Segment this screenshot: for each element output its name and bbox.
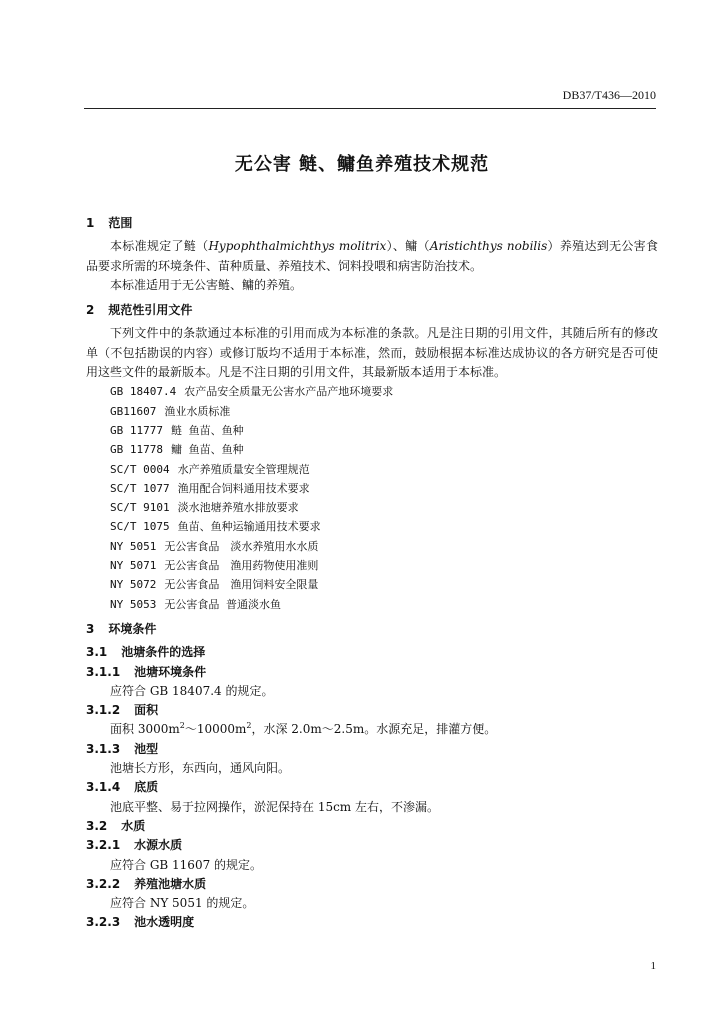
subsection-heading-3-1-2: 3.1.2 面积 <box>86 703 159 718</box>
clause-text: 池塘长方形，东西向，通风向阳。 <box>110 761 291 776</box>
page-number: 1 <box>650 960 656 972</box>
subsection-heading-3-2-3: 3.2.3 池水透明度 <box>86 915 195 930</box>
subsection-heading-3-2-1: 3.2.1 水源水质 <box>86 838 183 853</box>
subsection-heading-3-1-4: 3.1.4 底质 <box>86 780 159 795</box>
reference-item: NY 5071 无公害食品 渔用药物使用准则 <box>110 559 319 573</box>
reference-item: SC/T 1077 渔用配合饲料通用技术要求 <box>110 481 310 495</box>
clause-text: 面积 $3000m^2\sim 10000m^2$，水深 2.0m～2.5m。水源充足，排灌方便。 <box>110 721 497 737</box>
subsection-heading-3-1-3: 3.1.3 池型 <box>86 741 159 756</box>
reference-item: NY 5051 无公害食品 淡水养殖用水水质 <box>110 539 319 553</box>
references-intro: 下列文件中的条款通过本标准的引用而成为本标准的条款。凡是注日期的引用文件，其随后所有的修改单（不包括勘误的内容）或修订版均不适用于本标准，然而，鼓励根据本标准达成协议的各方研究是否可使用这些文件的最新版本。凡是不注日期的引用文件，其最新版本适用于本标准。 <box>86 326 658 380</box>
clause-text: 池底平整、易于拉网操作，淤泥保持在 15cm 左右，不渗漏。 <box>110 799 440 814</box>
document-title: 无公害 鲢、鳙鱼养殖技术规范 <box>234 154 490 175</box>
reference-item: SC/T 9101 淡水池塘养殖水排放要求 <box>110 501 299 515</box>
section-heading-3: 3 环境条件 <box>86 621 157 636</box>
subsection-heading-3-2-2: 3.2.2 养殖池塘水质 <box>86 876 207 891</box>
reference-item: GB 18407.4 农产品安全质量无公害水产品产地环境要求 <box>110 385 394 399</box>
standard-number: DB37/T436—2010 <box>562 88 656 102</box>
subsection-heading-3-1: 3.1 池塘条件的选择 <box>86 645 206 660</box>
reference-item: SC/T 0004 水产养殖质量安全管理规范 <box>110 462 310 476</box>
reference-item: GB11607 渔业水质标准 <box>110 404 231 418</box>
document-body <box>86 208 658 933</box>
reference-item: SC/T 1075 鱼苗、鱼种运输通用技术要求 <box>110 520 321 534</box>
reference-item: NY 5072 无公害食品 渔用饲料安全限量 <box>110 578 319 592</box>
reference-item: GB 11777 鲢 鱼苗、鱼种 <box>110 423 244 437</box>
section-heading-1: 1 范围 <box>86 216 133 230</box>
section-heading-2: 2 规范性引用文件 <box>86 303 193 318</box>
scope-paragraph: 本标准规定了鲢（Hypophthalmichthys molitrix）、鳙（Aristichthys nobilis）养殖达到无公害食品要求所需的环境条件、苗种质量、养殖技术、饲料投喂和病害防治技术。 <box>86 239 658 273</box>
clause-text: 应符合 GB 18407.4 的规定。 <box>110 683 274 698</box>
clause-text: 应符合 GB 11607 的规定。 <box>110 857 263 872</box>
reference-item: GB 11778 鳙 鱼苗、鱼种 <box>110 443 244 457</box>
scope-applicability: 本标准适用于无公害鲢、鳙的养殖。 <box>110 277 303 292</box>
subsection-heading-3-2: 3.2 水质 <box>86 818 146 833</box>
reference-item: NY 5053 无公害食品 普通淡水鱼 <box>110 597 281 611</box>
clause-text: 应符合 NY 5051 的规定。 <box>110 896 255 911</box>
subsection-heading-3-1-1: 3.1.1 池塘环境条件 <box>86 664 207 679</box>
header-rule <box>84 108 656 109</box>
